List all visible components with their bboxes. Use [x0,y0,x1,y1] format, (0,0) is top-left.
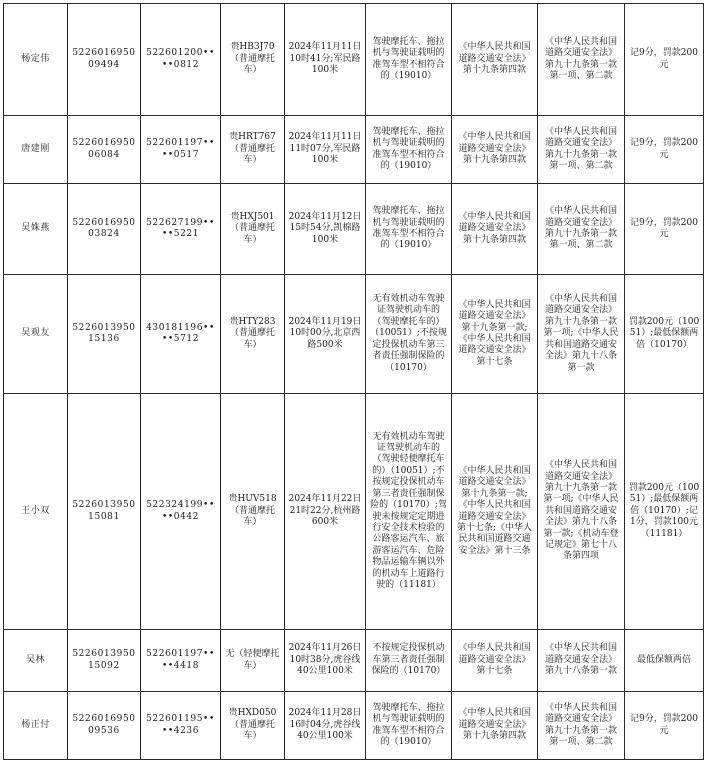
name-cell: 唐建刚 [4,116,68,184]
vehicle-cell: 贵HB3J70（普通摩托车） [221,4,285,116]
name-cell: 吴林 [4,630,68,692]
vehicle-cell: 贵HRT767（普通摩托车） [221,116,285,184]
penalty-basis-cell: 《中华人民共和国道路交通安全法》第九十九条第一款第一项、第二款 [538,4,625,116]
name-cell: 王小双 [4,394,68,630]
table-row [4,630,704,692]
id-number-cell: 522601197••••4418 [141,630,221,692]
violation-behavior-cell: 驾驶摩托车、拖拉机与驾驶证载明的准驾车型不相符合的（19010） [366,692,452,760]
law-basis-cell: 《中华人民共和国道路交通安全法》第十七条 [452,630,538,692]
violation-behavior-cell: 不按规定投保机动车第三者责任强制保险的（10170） [366,630,452,692]
time-place-cell: 2024年11月22日21时22分,杭州路600米 [285,394,366,630]
time-place-cell: 2024年11月11日11时07分,军民路100米 [285,116,366,184]
vehicle-cell: 贵HXJ501（普通摩托车） [221,184,285,275]
vehicle-cell: 贵HTY283（普通摩托车） [221,275,285,394]
table-row [4,394,704,630]
penalty-basis-cell: 《中华人民共和国道路交通安全法》第九十九条第一款第一项、第二款 [538,116,625,184]
table-row [4,275,704,394]
time-place-cell: 2024年11月28日16时04分,虎谷线40公里100米 [285,692,366,760]
document-number-cell: 522601695006084 [68,116,141,184]
document-number-cell: 522601395015081 [68,394,141,630]
violation-behavior-cell: 驾驶摩托车、拖拉机与驾驶证载明的准驾车型不相符合的（19010） [366,116,452,184]
document-number-cell: 522601395015136 [68,275,141,394]
penalty-cell: 罚款200元（10051）;最低保额两倍（10170）;记1分，罚款100元（11181） [625,394,704,630]
law-basis-cell: 《中华人民共和国道路交通安全法》第十九条第一款;《中华人民共和国道路交通安全法》第十七条 [452,275,538,394]
penalty-basis-cell: 《中华人民共和国道路交通安全法》第九十九条第一款第一项;《中华人民共和国道路交通安全法》第九十八条第一款 [538,275,625,394]
id-number-cell: 522627199••••5221 [141,184,221,275]
table-row [4,184,704,275]
violation-behavior-cell: 驾驶摩托车、拖拉机与驾驶证载明的准驾车型不相符合的（19010） [366,184,452,275]
id-number-cell: 522601197••••0517 [141,116,221,184]
time-place-cell: 2024年11月11日10时41分;军民路100米 [285,4,366,116]
time-place-cell: 2024年11月19日10时00分,北京西路500米 [285,275,366,394]
table-row [4,4,704,116]
time-place-cell: 2024年11月12日15时54分,凯棉路100米 [285,184,366,275]
violation-table [3,3,704,760]
document-number-cell: 522601695009536 [68,692,141,760]
penalty-basis-cell: 《中华人民共和国道路交通安全法》第九十九条第一款第一项、第二款 [538,692,625,760]
penalty-cell: 记9分，罚款200元 [625,692,704,760]
table-row [4,692,704,760]
penalty-cell: 记9分，罚款200元 [625,116,704,184]
law-basis-cell: 《中华人民共和国道路交通安全法》第十九条第四款 [452,692,538,760]
penalty-cell: 记9分，罚款200元 [625,4,704,116]
id-number-cell: 522601200••••0812 [141,4,221,116]
violation-behavior-cell: 无有效机动车驾驶证驾驶机动车的（驾驶轻便摩托车的）（10051）;不按规定投保机动车第三者责任强制保险的（10170）;驾驶未按规定定期进行安全技术检验的公路客运汽车、旅游客运汽车、危险物品运输车辆以外的机动车上道路行驶的（11181） [366,394,452,630]
document-number-cell: 522601695003824 [68,184,141,275]
law-basis-cell: 《中华人民共和国道路交通安全法》第十九条第四款 [452,4,538,116]
penalty-basis-cell: 《中华人民共和国道路交通安全法》第九十九条第一款第一项、第二款 [538,184,625,275]
id-number-cell: 522324199••••0442 [141,394,221,630]
table-row [4,116,704,184]
law-basis-cell: 《中华人民共和国道路交通安全法》第十九条第四款 [452,116,538,184]
name-cell: 杨定伟 [4,4,68,116]
name-cell: 杨正付 [4,692,68,760]
penalty-cell: 记9分，罚款200元 [625,184,704,275]
vehicle-cell: 无（轻便摩托车） [221,630,285,692]
id-number-cell: 430181196••••5712 [141,275,221,394]
time-place-cell: 2024年11月26日10时38分,虎谷线40公里100米 [285,630,366,692]
violation-behavior-cell: 无有效机动车驾驶证驾驶机动车的（驾驶摩托车的）（10051）;不按规定投保机动车第三者责任强制保险的（10170） [366,275,452,394]
law-basis-cell: 《中华人民共和国道路交通安全法》第十九条第四款 [452,184,538,275]
name-cell: 吴姝燕 [4,184,68,275]
penalty-basis-cell: 《中华人民共和国道路交通安全法》第九十八条第一款 [538,630,625,692]
penalty-basis-cell: 《中华人民共和国道路交通安全法》第九十九条第一款第一项;《中华人民共和国道路交通安全法》第九十八条第一款;《机动车登记规定》第七十八条第四项 [538,394,625,630]
table-body [4,4,704,760]
vehicle-cell: 贵HUV518（普通摩托车） [221,394,285,630]
document-number-cell: 522601395015092 [68,630,141,692]
penalty-cell: 最低保额两倍 [625,630,704,692]
violation-behavior-cell: 驾驶摩托车、拖拉机与驾驶证载明的准驾车型不相符合的（19010） [366,4,452,116]
document-number-cell: 522601695009494 [68,4,141,116]
law-basis-cell: 《中华人民共和国道路交通安全法》第十九条第一款;《中华人民共和国道路交通安全法》第十七条;《中华人民共和国道路交通安全法》第十三条 [452,394,538,630]
vehicle-cell: 贵HXD050（普通摩托车） [221,692,285,760]
name-cell: 吴观友 [4,275,68,394]
penalty-cell: 罚款200元（10051）;最低保额两倍（10170） [625,275,704,394]
id-number-cell: 522601195••••4236 [141,692,221,760]
